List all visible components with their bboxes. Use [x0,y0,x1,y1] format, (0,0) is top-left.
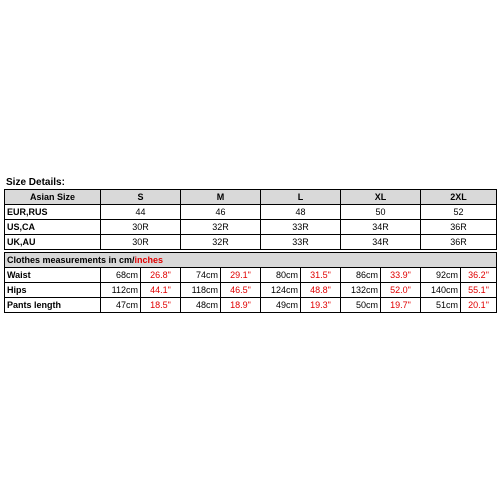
size-value-cell: 32R [181,220,261,235]
cm-cell: 47cm [101,298,141,313]
size-value-cell: 44 [101,205,181,220]
inch-cell: 20.1" [461,298,497,313]
size-header-cell: XL [341,190,421,205]
size-row-label: EUR,RUS [5,205,101,220]
header-label: Asian Size [5,190,101,205]
size-value-cell: 34R [341,220,421,235]
cm-cell: 86cm [341,268,381,283]
cm-cell: 50cm [341,298,381,313]
cm-cell: 80cm [261,268,301,283]
size-value-cell: 30R [101,220,181,235]
size-value-cell: 52 [421,205,497,220]
inch-cell: 18.5" [141,298,181,313]
cm-cell: 132cm [341,283,381,298]
size-header-row [5,190,497,205]
size-value-cell: 46 [181,205,261,220]
cm-cell: 124cm [261,283,301,298]
inch-cell: 18.9" [221,298,261,313]
measure-row-label: Hips [5,283,101,298]
cm-cell: 51cm [421,298,461,313]
size-header-cell: S [101,190,181,205]
inch-cell: 44.1" [141,283,181,298]
cm-cell: 112cm [101,283,141,298]
size-row [5,220,497,235]
size-value-cell: 36R [421,235,497,250]
cm-cell: 68cm [101,268,141,283]
size-row [5,235,497,250]
inch-cell: 33.9" [381,268,421,283]
size-value-cell: 50 [341,205,421,220]
inch-cell: 36.2" [461,268,497,283]
inch-cell: 46.5" [221,283,261,298]
inch-cell: 19.3" [301,298,341,313]
cm-cell: 140cm [421,283,461,298]
inch-cell: 29.1" [221,268,261,283]
size-table [4,189,497,313]
size-value-cell: 33R [261,220,341,235]
size-value-cell: 32R [181,235,261,250]
inch-cell: 48.8" [301,283,341,298]
measure-row-label: Waist [5,268,101,283]
cm-cell: 48cm [181,298,221,313]
cm-cell: 118cm [181,283,221,298]
measure-header-row [5,253,497,268]
size-header-cell: M [181,190,261,205]
measure-header-cell [5,253,497,268]
inch-cell: 55.1" [461,283,497,298]
size-details-title: Size Details: [6,177,65,188]
cm-cell: 49cm [261,298,301,313]
size-value-cell: 34R [341,235,421,250]
measure-header-prefix: Clothes measurements in cm/ [7,254,135,265]
cm-cell: 92cm [421,268,461,283]
size-row [5,205,497,220]
measure-header-inches: inches [134,254,164,265]
size-row-label: US,CA [5,220,101,235]
size-value-cell: 33R [261,235,341,250]
inch-cell: 26.8" [141,268,181,283]
measure-row-label: Pants length [5,298,101,313]
inch-cell: 52.0" [381,283,421,298]
measure-row [5,268,497,283]
measure-row [5,298,497,313]
size-value-cell: 30R [101,235,181,250]
size-header-cell: 2XL [421,190,497,205]
inch-cell: 31.5" [301,268,341,283]
size-value-cell: 48 [261,205,341,220]
inch-cell: 19.7" [381,298,421,313]
size-row-label: UK,AU [5,235,101,250]
size-header-cell: L [261,190,341,205]
size-value-cell: 36R [421,220,497,235]
cm-cell: 74cm [181,268,221,283]
measure-row [5,283,497,298]
